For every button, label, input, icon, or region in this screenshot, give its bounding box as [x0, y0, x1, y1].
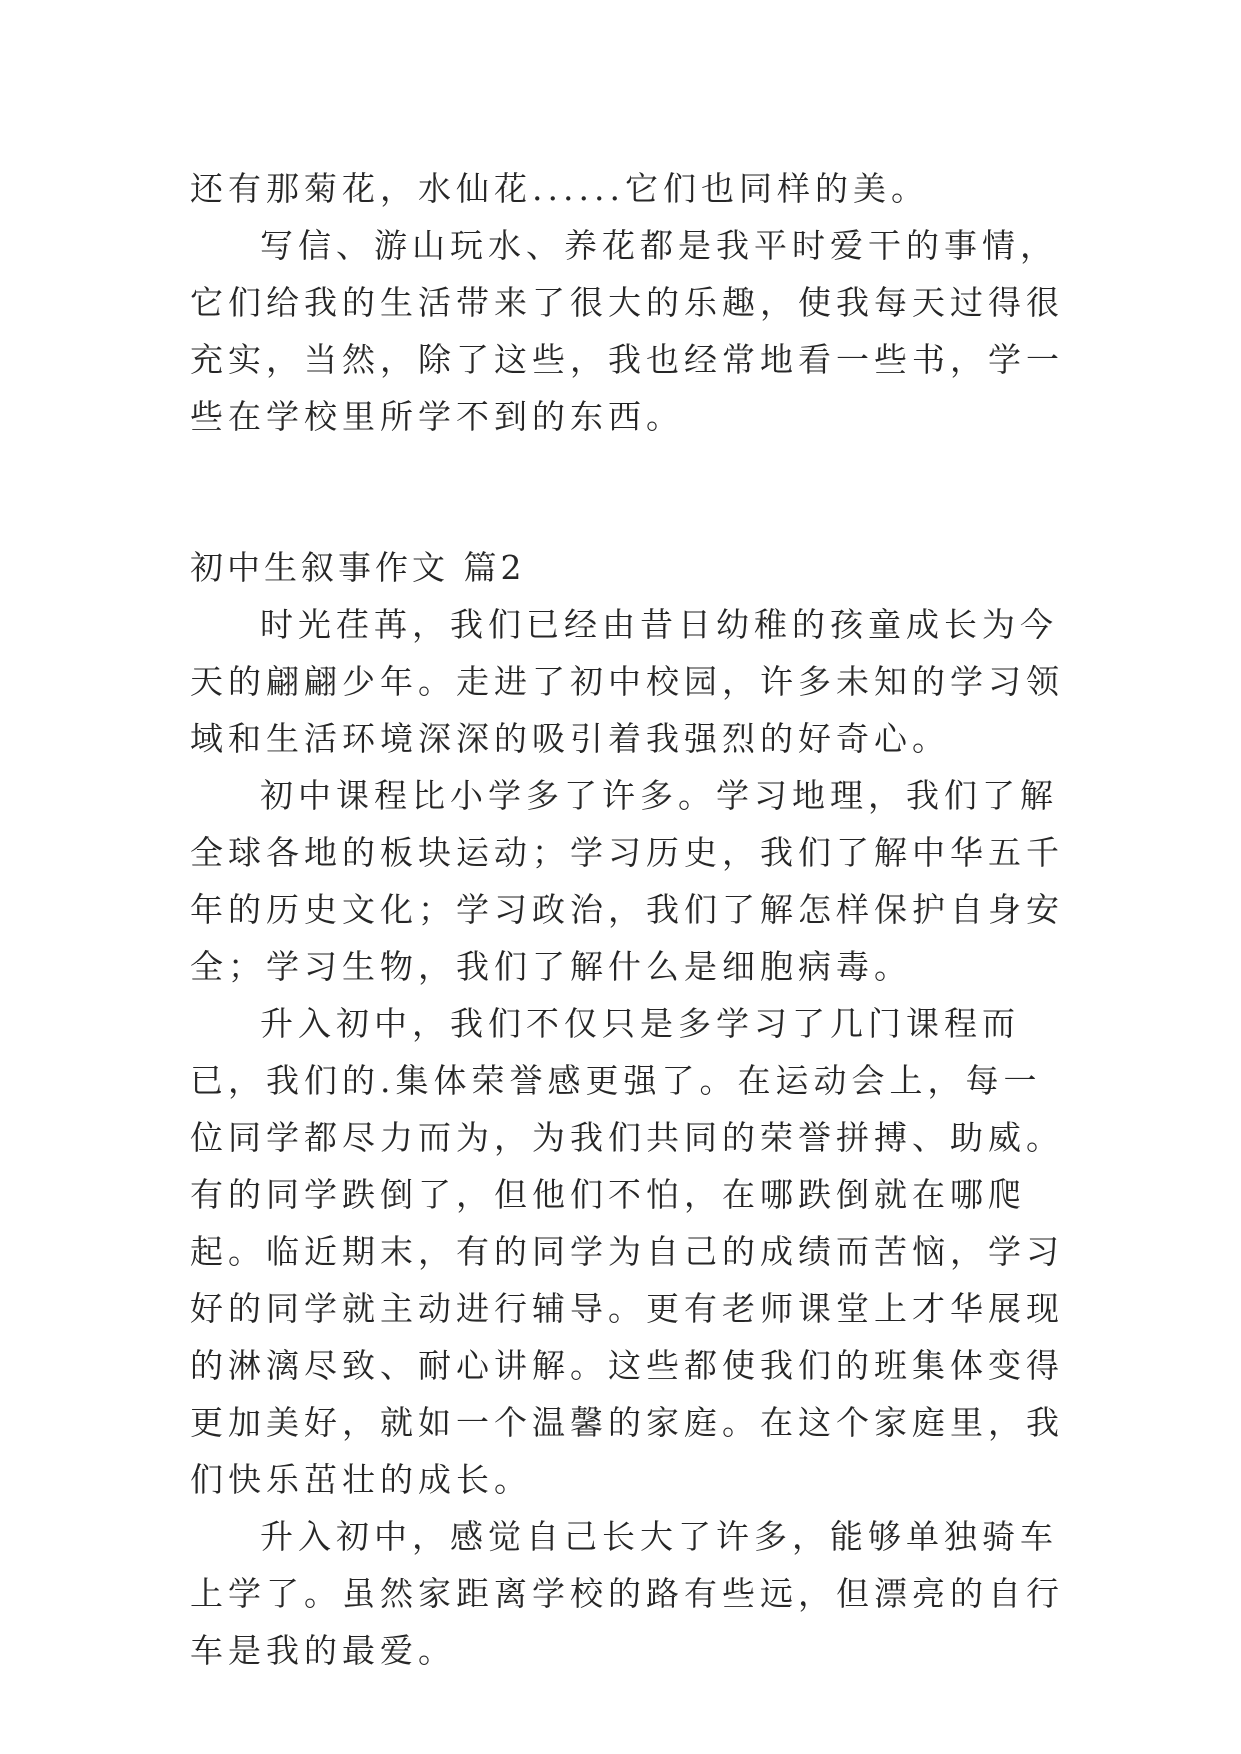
paragraph: 初中课程比小学多了许多。学习地理，我们了解全球各地的板块运动；学习历史，我们了解中华五千年的历史文化；学习政治，我们了解怎样保护自身安全；学习生物，我们了解什么是细胞病毒。 [190, 776, 1064, 986]
document-body [190, 160, 1070, 1679]
paragraph: 时光荏苒，我们已经由昔日幼稚的孩童成长为今天的翩翩少年。走进了初中校园，许多未知的学习领域和生活环境深深的吸引着我强烈的好奇心。 [190, 605, 1064, 758]
paragraph: 升入初中，感觉自己长大了许多，能够单独骑车上学了。虽然家距离学校的路有些远，但漂亮的自行车是我的最爱。 [190, 1517, 1064, 1670]
section-title: 初中生叙事作文 篇2 [190, 548, 526, 587]
paragraph: 写信、游山玩水、养花都是我平时爱干的事情，它们给我的生活带来了很大的乐趣，使我每天过得很充实，当然，除了这些，我也经常地看一些书，学一些在学校里所学不到的东西。 [190, 226, 1064, 436]
paragraph: 升入初中，我们不仅只是多学习了几门课程而已，我们的.集体荣誉感更强了。在运动会上，每一位同学都尽力而为，为我们共同的荣誉拼搏、助威。有的同学跌倒了，但他们不怕，在哪跌倒就在哪爬起。临近期末，有的同学为自己的成绩而苦恼，学习好的同学就主动进行辅导。更有老师课堂上才华展现的淋漓尽致、耐心讲解。这些都使我们的班集体变得更加美好，就如一个温馨的家庭。在这个家庭里，我们快乐茁壮的成长。 [190, 1004, 1064, 1499]
paragraph: 还有那菊花，水仙花......它们也同样的美。 [190, 169, 929, 208]
